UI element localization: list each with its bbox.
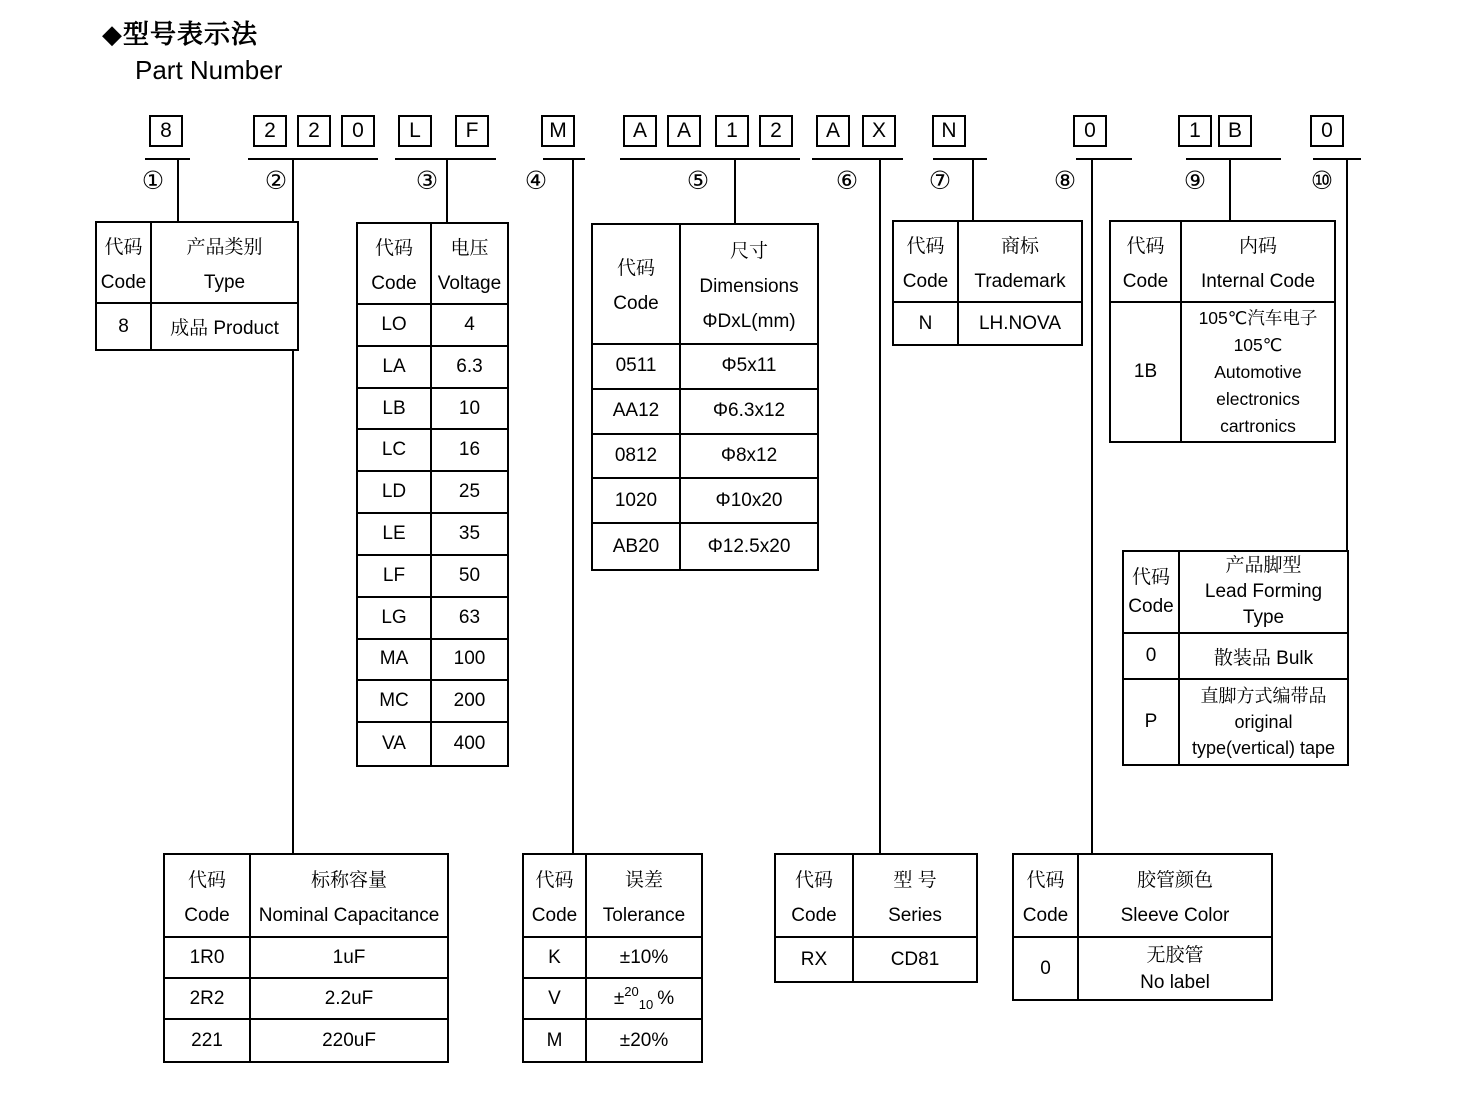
tolerance-upper-bound: 20 bbox=[624, 983, 639, 999]
table-header-cell bbox=[165, 855, 251, 938]
value-line: No label bbox=[1140, 971, 1210, 993]
value-cell: 25 bbox=[432, 472, 507, 514]
group-number-6: ⑥ bbox=[835, 166, 859, 195]
sleeve-color-table bbox=[1012, 853, 1273, 1001]
pn-char-box: 2 bbox=[297, 115, 331, 147]
connector-line-5 bbox=[734, 160, 736, 223]
tolerance-asymmetric-value bbox=[613, 983, 675, 1012]
group-number-1: ① bbox=[141, 166, 165, 195]
plus-minus-sign: ± bbox=[613, 987, 625, 1009]
pn-char-box: 2 bbox=[759, 115, 793, 147]
header-label-en: Code bbox=[1128, 595, 1174, 617]
header-label-en: Lead Forming bbox=[1204, 581, 1323, 602]
group-number-9: ⑨ bbox=[1183, 166, 1207, 195]
pn-char-box: X bbox=[862, 115, 896, 147]
code-cell: LE bbox=[358, 514, 432, 556]
group-underline-5 bbox=[620, 158, 800, 160]
table-header-cell bbox=[776, 855, 854, 938]
value-line: 105℃ bbox=[1233, 334, 1283, 355]
header-label-zh: 型 号 bbox=[893, 869, 937, 891]
value-cell: 220uF bbox=[322, 1029, 376, 1051]
table-header-cell bbox=[1079, 855, 1271, 938]
header-label-en: Code bbox=[100, 271, 147, 293]
code-cell: LG bbox=[358, 598, 432, 640]
code-cell: RX bbox=[776, 938, 854, 981]
group-number-8: ⑧ bbox=[1053, 166, 1077, 195]
header-label-zh: 代码 bbox=[535, 869, 574, 891]
code-cell: 2R2 bbox=[165, 979, 251, 1020]
value-line: 直脚方式编带品 bbox=[1200, 686, 1327, 706]
connector-line-3 bbox=[446, 160, 448, 222]
code-cell: LF bbox=[358, 556, 432, 598]
header-label-zh: 电压 bbox=[450, 237, 489, 259]
header-label-en: Code bbox=[791, 904, 837, 926]
value-line: type(vertical) tape bbox=[1191, 738, 1336, 758]
page-title-zh: ◆型号表示法 bbox=[102, 19, 258, 49]
capacitance-table bbox=[163, 853, 449, 1063]
table-header-cell bbox=[1111, 222, 1182, 303]
value-cell: 成品 Product bbox=[170, 318, 279, 339]
header-label-en: Code bbox=[371, 272, 417, 294]
header-label-zh: 误差 bbox=[624, 869, 663, 891]
group-number-4: ④ bbox=[524, 166, 548, 195]
header-label-zh: 代码 bbox=[1131, 566, 1170, 588]
header-label-en: Dimensions bbox=[699, 275, 799, 297]
code-cell: 0812 bbox=[593, 435, 681, 480]
header-label-en: Code bbox=[613, 293, 659, 314]
pn-char-box: 0 bbox=[341, 115, 375, 147]
group-number-3: ③ bbox=[415, 166, 439, 195]
header-label-zh: 代码 bbox=[906, 235, 945, 257]
code-cell: MC bbox=[358, 681, 432, 723]
lead-forming-table bbox=[1122, 550, 1349, 766]
value-line: Automotive bbox=[1214, 361, 1302, 382]
value-cell: 100 bbox=[432, 640, 507, 682]
value-cell: 35 bbox=[432, 514, 507, 556]
value-cell: Φ6.3x12 bbox=[681, 390, 817, 435]
code-cell: M bbox=[524, 1020, 587, 1061]
header-label-zh: 代码 bbox=[616, 258, 655, 279]
code-cell: 1R0 bbox=[165, 938, 251, 979]
table-header-cell bbox=[97, 223, 152, 304]
code-cell: 1020 bbox=[593, 479, 681, 524]
group-number-5: ⑤ bbox=[686, 166, 710, 195]
value-line: 105℃汽车电子 bbox=[1198, 307, 1318, 328]
table-header-cell bbox=[358, 224, 432, 305]
table-header-cell bbox=[587, 855, 701, 938]
value-cell: Φ12.5x20 bbox=[707, 535, 791, 557]
header-label-zh: 代码 bbox=[794, 869, 833, 891]
value-cell: 4 bbox=[432, 305, 507, 347]
table-header-cell bbox=[959, 222, 1081, 303]
group-underline-10 bbox=[1313, 158, 1361, 160]
group-underline-1 bbox=[145, 158, 190, 160]
table-header-cell bbox=[681, 225, 817, 345]
header-label-en: Type bbox=[203, 271, 246, 293]
value-cell: 63 bbox=[432, 598, 507, 640]
value-line: 无胶管 bbox=[1146, 944, 1204, 966]
code-cell: 0511 bbox=[593, 345, 681, 390]
table-header-cell bbox=[1182, 222, 1334, 303]
pn-char-box: 8 bbox=[149, 115, 183, 147]
code-cell: VA bbox=[358, 723, 432, 765]
table-header-cell bbox=[1124, 552, 1180, 634]
group-underline-4 bbox=[543, 158, 585, 160]
pn-char-box: A bbox=[667, 115, 701, 147]
header-label-en: Sleeve Color bbox=[1120, 904, 1230, 926]
code-cell: 8 bbox=[97, 304, 152, 349]
header-label-en: Code bbox=[1022, 904, 1069, 926]
value-cell bbox=[1180, 680, 1347, 764]
code-cell: LB bbox=[358, 389, 432, 431]
value-cell: Φ5x11 bbox=[681, 345, 817, 390]
code-cell: 221 bbox=[165, 1020, 251, 1061]
header-label-zh: 胶管颜色 bbox=[1136, 869, 1213, 891]
table-header-cell bbox=[894, 222, 959, 303]
group-underline-9 bbox=[1186, 158, 1281, 160]
table-header-cell bbox=[152, 223, 297, 304]
code-cell: LO bbox=[358, 305, 432, 347]
table-header-cell bbox=[1014, 855, 1079, 938]
header-label-zh: 代码 bbox=[374, 237, 413, 259]
group-number-2: ② bbox=[264, 166, 288, 195]
value-cell: 6.3 bbox=[432, 347, 507, 389]
connector-line-7 bbox=[972, 160, 974, 220]
value-cell: 2.2uF bbox=[251, 979, 447, 1020]
pn-char-box: B bbox=[1218, 115, 1252, 147]
header-label-en: Type bbox=[1242, 607, 1285, 628]
code-cell: V bbox=[524, 979, 587, 1020]
header-label-zh: 代码 bbox=[104, 236, 143, 258]
pn-char-box: N bbox=[932, 115, 966, 147]
value-cell bbox=[587, 979, 701, 1020]
group-underline-2 bbox=[248, 158, 378, 160]
page-title-en: Part Number bbox=[135, 55, 283, 85]
header-label-en: Voltage bbox=[437, 272, 502, 294]
table-header-cell bbox=[524, 855, 587, 938]
code-cell: 0 bbox=[1014, 938, 1079, 999]
dimensions-table bbox=[591, 223, 819, 571]
group-underline-7 bbox=[933, 158, 987, 160]
pn-char-box: 0 bbox=[1073, 115, 1107, 147]
header-label-zh: 标称容量 bbox=[310, 869, 387, 891]
connector-line-4 bbox=[572, 160, 574, 853]
value-line: electronics bbox=[1216, 388, 1300, 409]
header-label-en: Trademark bbox=[974, 270, 1066, 292]
table-header-cell bbox=[432, 224, 507, 305]
value-cell: 50 bbox=[432, 556, 507, 598]
value-cell: 200 bbox=[432, 681, 507, 723]
value-cell: Φ10x20 bbox=[681, 479, 817, 524]
code-cell: N bbox=[894, 303, 959, 344]
header-label-en: Nominal Capacitance bbox=[258, 904, 440, 926]
header-label-zh: 商标 bbox=[1000, 235, 1039, 257]
header-label-en: Code bbox=[902, 270, 949, 292]
value-cell: LH.NOVA bbox=[978, 312, 1061, 334]
voltage-table bbox=[356, 222, 509, 767]
header-label-zh: 代码 bbox=[187, 869, 226, 891]
group-number-10: ⑩ bbox=[1310, 166, 1334, 195]
value-cell: ±20% bbox=[619, 1029, 669, 1051]
code-cell: 0 bbox=[1124, 634, 1180, 680]
header-label-en: Tolerance bbox=[602, 904, 686, 926]
connector-line-9 bbox=[1229, 160, 1231, 220]
header-label-en: Series bbox=[888, 904, 942, 926]
header-label-zh: 内码 bbox=[1238, 235, 1277, 257]
value-cell: 1uF bbox=[251, 938, 447, 979]
code-cell: P bbox=[1124, 680, 1180, 764]
pn-char-box: M bbox=[541, 115, 575, 147]
header-label-en: Internal Code bbox=[1200, 270, 1316, 292]
connector-line-10 bbox=[1346, 160, 1348, 550]
group-underline-6 bbox=[812, 158, 903, 160]
value-cell bbox=[1182, 303, 1334, 441]
table-header-cell bbox=[251, 855, 447, 938]
header-label-en: Code bbox=[1122, 270, 1169, 292]
value-line: original bbox=[1234, 712, 1293, 732]
percent-sign: % bbox=[657, 987, 675, 1009]
code-cell: K bbox=[524, 938, 587, 979]
value-cell: 散装品 Bulk bbox=[1180, 634, 1347, 680]
header-label-zh: 代码 bbox=[1026, 869, 1065, 891]
value-line: cartronics bbox=[1220, 415, 1296, 436]
pn-char-box: 1 bbox=[715, 115, 749, 147]
table-header-cell bbox=[1180, 552, 1347, 634]
code-cell: LD bbox=[358, 472, 432, 514]
pn-char-box: 1 bbox=[1178, 115, 1212, 147]
code-cell: LC bbox=[358, 430, 432, 472]
header-label-zh: 代码 bbox=[1126, 235, 1165, 257]
pn-char-box: F bbox=[455, 115, 489, 147]
value-cell: ±10% bbox=[587, 938, 701, 979]
code-cell: AA12 bbox=[593, 390, 681, 435]
header-label-en: Code bbox=[184, 904, 230, 926]
series-table bbox=[774, 853, 978, 983]
pn-char-box: L bbox=[398, 115, 432, 147]
value-cell: Φ8x12 bbox=[681, 435, 817, 480]
trademark-table bbox=[892, 220, 1083, 346]
header-label-unit: ΦDxL(mm) bbox=[702, 310, 796, 332]
pn-char-box: 2 bbox=[253, 115, 287, 147]
pn-char-box: A bbox=[623, 115, 657, 147]
table-header-cell bbox=[854, 855, 976, 938]
table-header-cell bbox=[593, 225, 681, 345]
value-cell: 10 bbox=[432, 389, 507, 431]
code-cell: AB20 bbox=[593, 524, 681, 569]
connector-line-1 bbox=[177, 160, 179, 221]
value-cell bbox=[1079, 938, 1271, 999]
header-label-zh: 尺寸 bbox=[729, 240, 768, 262]
header-label-en: Code bbox=[531, 904, 578, 926]
code-cell: 1B bbox=[1111, 303, 1182, 441]
product-type-table bbox=[95, 221, 299, 351]
header-label-zh: 产品脚型 bbox=[1225, 555, 1302, 576]
value-cell: 16 bbox=[432, 430, 507, 472]
pn-char-box: 0 bbox=[1310, 115, 1344, 147]
internal-code-table bbox=[1109, 220, 1336, 443]
connector-line-8 bbox=[1091, 160, 1093, 853]
pn-char-box: A bbox=[816, 115, 850, 147]
code-cell: LA bbox=[358, 347, 432, 389]
value-cell: CD81 bbox=[890, 948, 940, 970]
value-cell: 400 bbox=[453, 733, 486, 755]
connector-line-6 bbox=[879, 160, 881, 853]
tolerance-lower-bound: 10 bbox=[638, 996, 654, 1012]
group-number-7: ⑦ bbox=[928, 166, 952, 195]
group-underline-8 bbox=[1076, 158, 1132, 160]
header-label-zh: 产品类别 bbox=[186, 236, 263, 258]
code-cell: MA bbox=[358, 640, 432, 682]
tolerance-table bbox=[522, 853, 703, 1063]
